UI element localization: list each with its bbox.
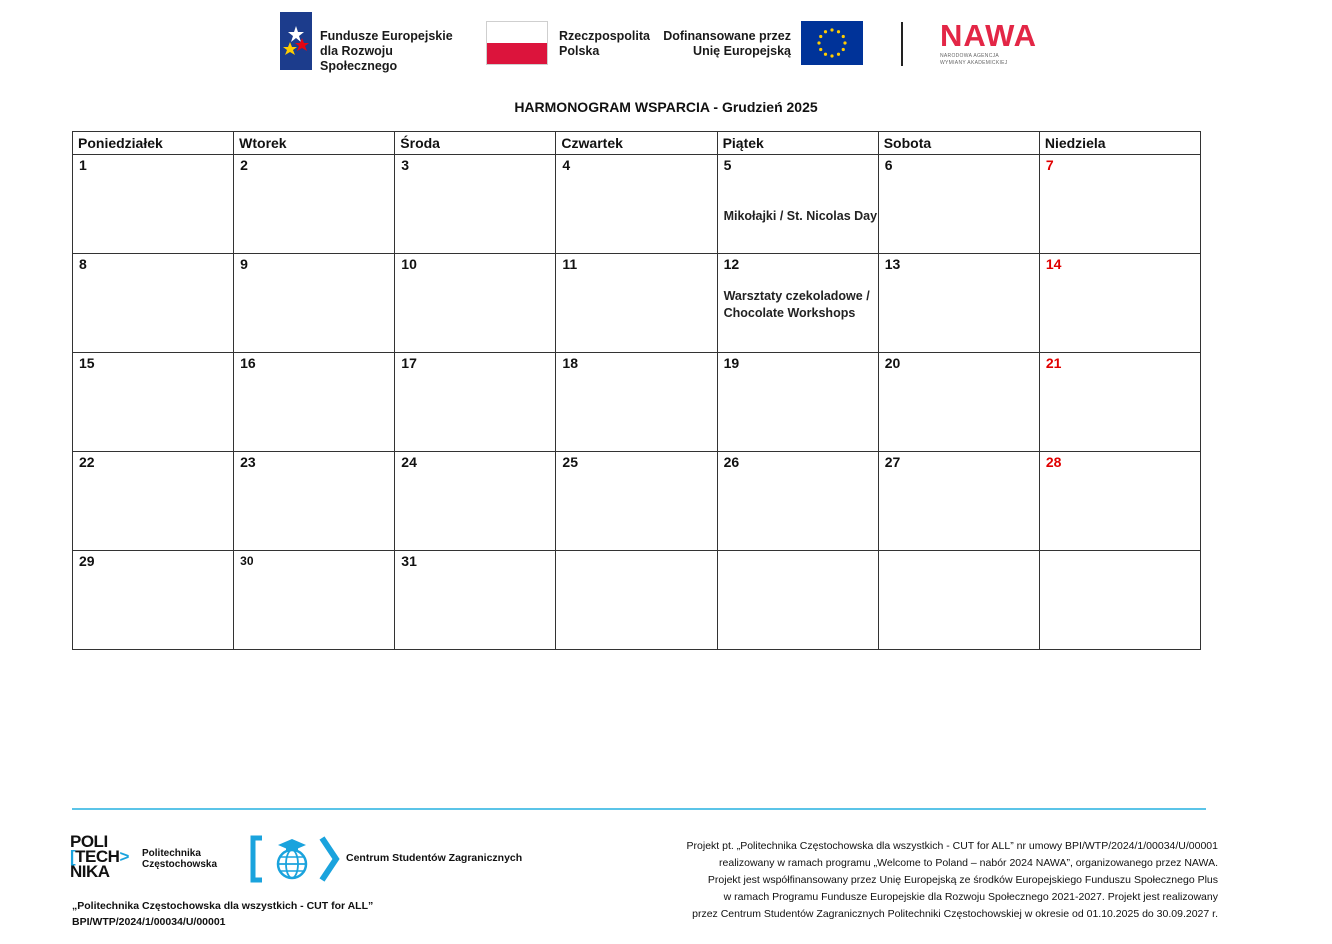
day-cell bbox=[73, 155, 234, 254]
eu-star bbox=[843, 41, 846, 44]
day-number: 29 bbox=[79, 553, 95, 569]
eu-logo bbox=[663, 21, 863, 67]
day-number-sunday: 21 bbox=[1045, 355, 1062, 371]
day-number: 9 bbox=[240, 256, 248, 272]
day-number: 26 bbox=[723, 454, 740, 470]
project-right-text bbox=[618, 838, 1218, 923]
event-mikolajki: Mikołajki / St. Nicolas Day bbox=[723, 209, 878, 223]
day-cell bbox=[1039, 155, 1200, 254]
eu-star bbox=[837, 30, 840, 33]
pcz-chevron-icon: > bbox=[119, 847, 129, 866]
week-row-1 bbox=[73, 155, 1201, 254]
eu-star bbox=[819, 35, 822, 38]
event-line1: Warsztaty czekoladowe / bbox=[723, 289, 870, 303]
eu-flag-icon bbox=[801, 21, 863, 65]
day-number: 3 bbox=[401, 157, 410, 173]
day-number: 1 bbox=[79, 157, 87, 173]
day-cell bbox=[395, 452, 556, 551]
day-cell bbox=[234, 353, 395, 452]
day-cell bbox=[395, 551, 556, 650]
eu-star bbox=[819, 48, 822, 51]
day-cell bbox=[395, 353, 556, 452]
week-row-5 bbox=[73, 551, 1201, 650]
csz-globe-icon bbox=[248, 834, 343, 884]
pcz-name-line2: Częstochowska bbox=[142, 859, 218, 870]
day-number: 27 bbox=[884, 454, 901, 470]
day-cell bbox=[556, 254, 717, 353]
day-number-sunday: 28 bbox=[1045, 454, 1062, 470]
day-cell bbox=[73, 353, 234, 452]
day-cell bbox=[234, 452, 395, 551]
day-cell bbox=[73, 452, 234, 551]
day-cell bbox=[234, 254, 395, 353]
pcz-logo bbox=[70, 834, 230, 882]
empty-day-cell bbox=[1039, 551, 1200, 650]
fe-logo bbox=[280, 12, 470, 72]
day-cell bbox=[717, 254, 878, 353]
day-cell bbox=[1039, 452, 1200, 551]
day-cell bbox=[556, 155, 717, 254]
day-number: 22 bbox=[79, 454, 95, 470]
weekday-header-row bbox=[73, 132, 1201, 155]
eu-star bbox=[830, 28, 833, 31]
day-number: 6 bbox=[884, 157, 893, 173]
fe-line1: Fundusze Europejskie bbox=[320, 29, 453, 43]
day-number: 25 bbox=[562, 454, 578, 470]
project-right-line: Projekt pt. „Politechnika Częstochowska dla wszystkich - CUT for ALL” nr umowy BPI/WTP/2024/1/00034/U/00001 bbox=[686, 840, 1218, 852]
project-right-line: w ramach Programu Fundusze Europejskie dla Rozwoju Społecznego 2021-2027. Projekt jest realizowany bbox=[723, 891, 1218, 903]
eu-logo-text bbox=[663, 29, 791, 59]
day-cell bbox=[234, 551, 395, 650]
eu-star bbox=[824, 30, 827, 33]
eu-star bbox=[842, 35, 845, 38]
project-right-line: Projekt jest współfinansowany przez Unię Europejską ze środków Europejskiego Funduszu Społecznego Plus bbox=[707, 874, 1218, 886]
day-cell bbox=[717, 353, 878, 452]
weekday-monday: Poniedziałek bbox=[73, 132, 234, 155]
weekday-sunday: Niedziela bbox=[1039, 132, 1200, 155]
footer-divider bbox=[72, 808, 1206, 810]
event-line2: Chocolate Workshops bbox=[723, 306, 856, 320]
calendar-table bbox=[72, 131, 1201, 650]
day-cell bbox=[556, 353, 717, 452]
project-right-line: realizowany w ramach programu „Welcome to Poland – nabór 2024 NAWA”, organizowanego przez NAWA. bbox=[719, 857, 1218, 869]
day-number: 13 bbox=[884, 256, 901, 272]
day-number: 18 bbox=[562, 355, 578, 371]
pl-logo bbox=[486, 21, 656, 67]
day-cell bbox=[1039, 353, 1200, 452]
header-logos bbox=[280, 12, 1060, 74]
day-cell bbox=[73, 254, 234, 353]
pl-line2: Polska bbox=[559, 44, 600, 58]
empty-day-cell bbox=[556, 551, 717, 650]
empty-day-cell bbox=[878, 551, 1039, 650]
day-cell bbox=[73, 551, 234, 650]
day-number: 23 bbox=[240, 454, 256, 470]
pl-logo-text bbox=[559, 29, 650, 59]
day-cell bbox=[556, 452, 717, 551]
pcz-mark-l3: NIKA bbox=[70, 862, 110, 881]
csz-logo bbox=[248, 834, 528, 884]
day-number: 11 bbox=[562, 256, 578, 272]
day-cell bbox=[1039, 254, 1200, 353]
day-number-sunday: 14 bbox=[1045, 256, 1062, 272]
fe-logo-text bbox=[320, 29, 470, 74]
fe-line2: dla Rozwoju Społecznego bbox=[320, 44, 398, 73]
day-cell bbox=[878, 353, 1039, 452]
weekday-friday: Piątek bbox=[717, 132, 878, 155]
week-row-4 bbox=[73, 452, 1201, 551]
day-number: 10 bbox=[401, 256, 417, 272]
day-cell bbox=[234, 155, 395, 254]
eu-star bbox=[830, 54, 833, 57]
event-chocolate-workshops bbox=[724, 288, 870, 322]
nawa-sub1: NARODOWA AGENCJA bbox=[940, 53, 1000, 59]
week-row-2 bbox=[73, 254, 1201, 353]
day-number: 2 bbox=[240, 157, 248, 173]
week-row-3 bbox=[73, 353, 1201, 452]
day-number: 16 bbox=[240, 355, 256, 371]
day-number: 19 bbox=[723, 355, 740, 371]
pcz-mark-l1: POLI bbox=[70, 832, 108, 851]
day-number: 24 bbox=[401, 454, 417, 470]
day-number: 12 bbox=[723, 256, 740, 272]
eu-line2: Unię Europejską bbox=[693, 44, 791, 58]
weekday-thursday: Czwartek bbox=[556, 132, 717, 155]
logo-separator bbox=[901, 22, 903, 66]
eu-star bbox=[817, 41, 820, 44]
polish-flag-icon bbox=[486, 21, 548, 65]
eu-line1: Dofinansowane przez bbox=[663, 29, 791, 43]
pcz-mark-tech: TECH bbox=[75, 847, 120, 866]
empty-day-cell bbox=[717, 551, 878, 650]
page-title: HARMONOGRAM WSPARCIA - Grudzień 2025 bbox=[514, 99, 818, 115]
eu-star bbox=[837, 53, 840, 56]
eu-star bbox=[824, 53, 827, 56]
nawa-word: NAWA bbox=[940, 18, 1037, 53]
day-cell bbox=[878, 254, 1039, 353]
project-left-text bbox=[72, 898, 373, 930]
day-cell bbox=[395, 155, 556, 254]
day-number: 4 bbox=[562, 157, 571, 173]
fe-mark-icon bbox=[280, 12, 312, 70]
nawa-sub2: WYMIANY AKADEMICKIEJ bbox=[940, 60, 1008, 66]
day-cell bbox=[878, 452, 1039, 551]
day-number: 5 bbox=[723, 157, 732, 173]
day-number: 20 bbox=[884, 355, 901, 371]
weekday-saturday: Sobota bbox=[878, 132, 1039, 155]
day-cell bbox=[395, 254, 556, 353]
day-number: 15 bbox=[79, 355, 95, 371]
day-number-sunday: 7 bbox=[1045, 157, 1054, 173]
day-cell bbox=[717, 452, 878, 551]
pcz-name bbox=[142, 848, 217, 870]
pcz-name-line1: Politechnika bbox=[142, 848, 201, 859]
day-cell bbox=[717, 155, 878, 254]
eu-star bbox=[842, 48, 845, 51]
pl-line1: Rzeczpospolita bbox=[559, 29, 650, 43]
day-number: 31 bbox=[401, 553, 417, 569]
csz-name: Centrum Studentów Zagranicznych bbox=[346, 852, 523, 864]
project-left-line1: „Politechnika Częstochowska dla wszystkich - CUT for ALL” bbox=[72, 900, 374, 912]
pcz-mark bbox=[70, 834, 129, 879]
day-number: 8 bbox=[79, 256, 87, 272]
day-number: 30 bbox=[240, 554, 254, 568]
project-left-line2: BPI/WTP/2024/1/00034/U/00001 bbox=[72, 916, 226, 928]
project-right-line: przez Centrum Studentów Zagranicznych Politechniki Częstochowskiej w okresie od 01.10.2025 do 30.09.2027 r. bbox=[692, 908, 1218, 920]
weekday-tuesday: Wtorek bbox=[234, 132, 395, 155]
day-number: 17 bbox=[401, 355, 417, 371]
pcz-bracket-icon: [ bbox=[70, 847, 76, 866]
nawa-logo bbox=[940, 20, 1050, 72]
weekday-wednesday: Środa bbox=[395, 132, 556, 155]
day-cell bbox=[878, 155, 1039, 254]
